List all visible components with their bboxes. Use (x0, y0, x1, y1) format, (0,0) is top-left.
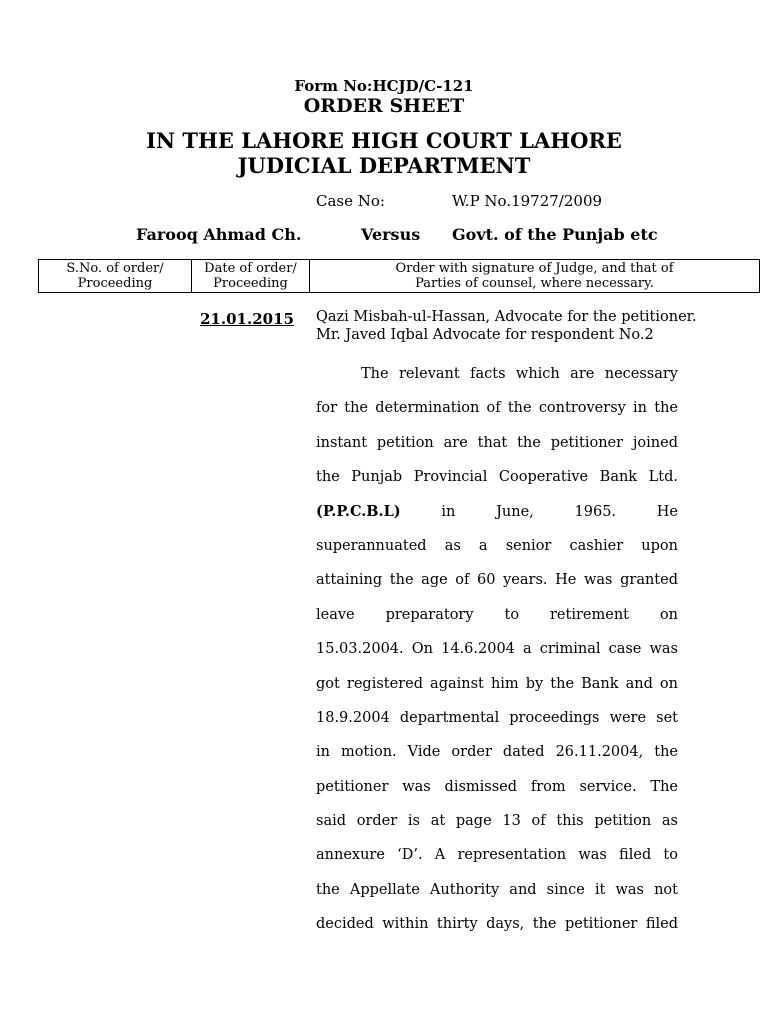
body-line: in motion. Vide order dated 26.11.2004, the (316, 744, 678, 761)
body-line: petitioner was dismissed from service. The (316, 778, 678, 795)
body-line: annexure ‘D’. A representation was filed to (316, 847, 678, 864)
body-line: the Punjab Provincial Cooperative Bank Ltd. (316, 469, 678, 486)
department-name: JUDICIAL DEPARTMENT (237, 153, 531, 178)
order-table-header (38, 259, 760, 293)
court-heading (0, 128, 768, 178)
body-line: the Appellate Authority and since it was not (316, 881, 678, 898)
body-line: said order is at page 13 of this petition as (316, 813, 678, 830)
versus-label: Versus (361, 225, 421, 244)
body-line: superannuated as a senior cashier upon (316, 537, 678, 554)
body-line: attaining the age of 60 years. He was granted (316, 572, 678, 589)
body-line: decided within thirty days, the petitioner filed (316, 916, 678, 933)
counsel-appearance (316, 308, 697, 344)
form-number: Form No:HCJD/C-121 (294, 77, 474, 95)
respondent-counsel: Mr. Javed Iqbal Advocate for respondent No.2 (316, 327, 654, 343)
bank-abbreviation: (P.P.C.B.L) (316, 502, 401, 520)
date-column-header: Date of order/ Proceeding (192, 260, 310, 293)
order-column-header: Order with signature of Judge, and that of Parties of counsel, where necessary. (310, 260, 760, 293)
petitioner-name: Farooq Ahmad Ch. (136, 225, 302, 244)
court-name: IN THE LAHORE HIGH COURT LAHORE (146, 128, 622, 153)
body-line: leave preparatory to retirement on (316, 606, 678, 623)
case-number: W.P No.19727/2009 (452, 192, 603, 210)
order-body (316, 357, 678, 942)
body-line: instant petition are that the petitioner joined (316, 434, 678, 451)
body-line: The relevant facts which are necessary (361, 366, 678, 382)
body-line: for the determination of the controversy in the (316, 400, 678, 417)
sheet-title: ORDER SHEET (303, 95, 465, 117)
case-number-label: Case No: (316, 192, 385, 210)
petitioner-counsel: Qazi Misbah-ul-Hassan, Advocate for the petitioner. (316, 309, 697, 325)
respondent-name: Govt. of the Punjab etc (452, 225, 658, 244)
serial-column-header: S.No. of order/ Proceeding (39, 260, 192, 293)
body-line: 15.03.2004. On 14.6.2004 a criminal case was (316, 641, 678, 658)
body-line: 18.9.2004 departmental proceedings were set (316, 709, 678, 726)
body-line: got registered against him by the Bank and on (316, 675, 678, 692)
body-line: (P.P.C.B.L) in June, 1965. He (316, 502, 678, 520)
order-date: 21.01.2015 (200, 310, 294, 328)
